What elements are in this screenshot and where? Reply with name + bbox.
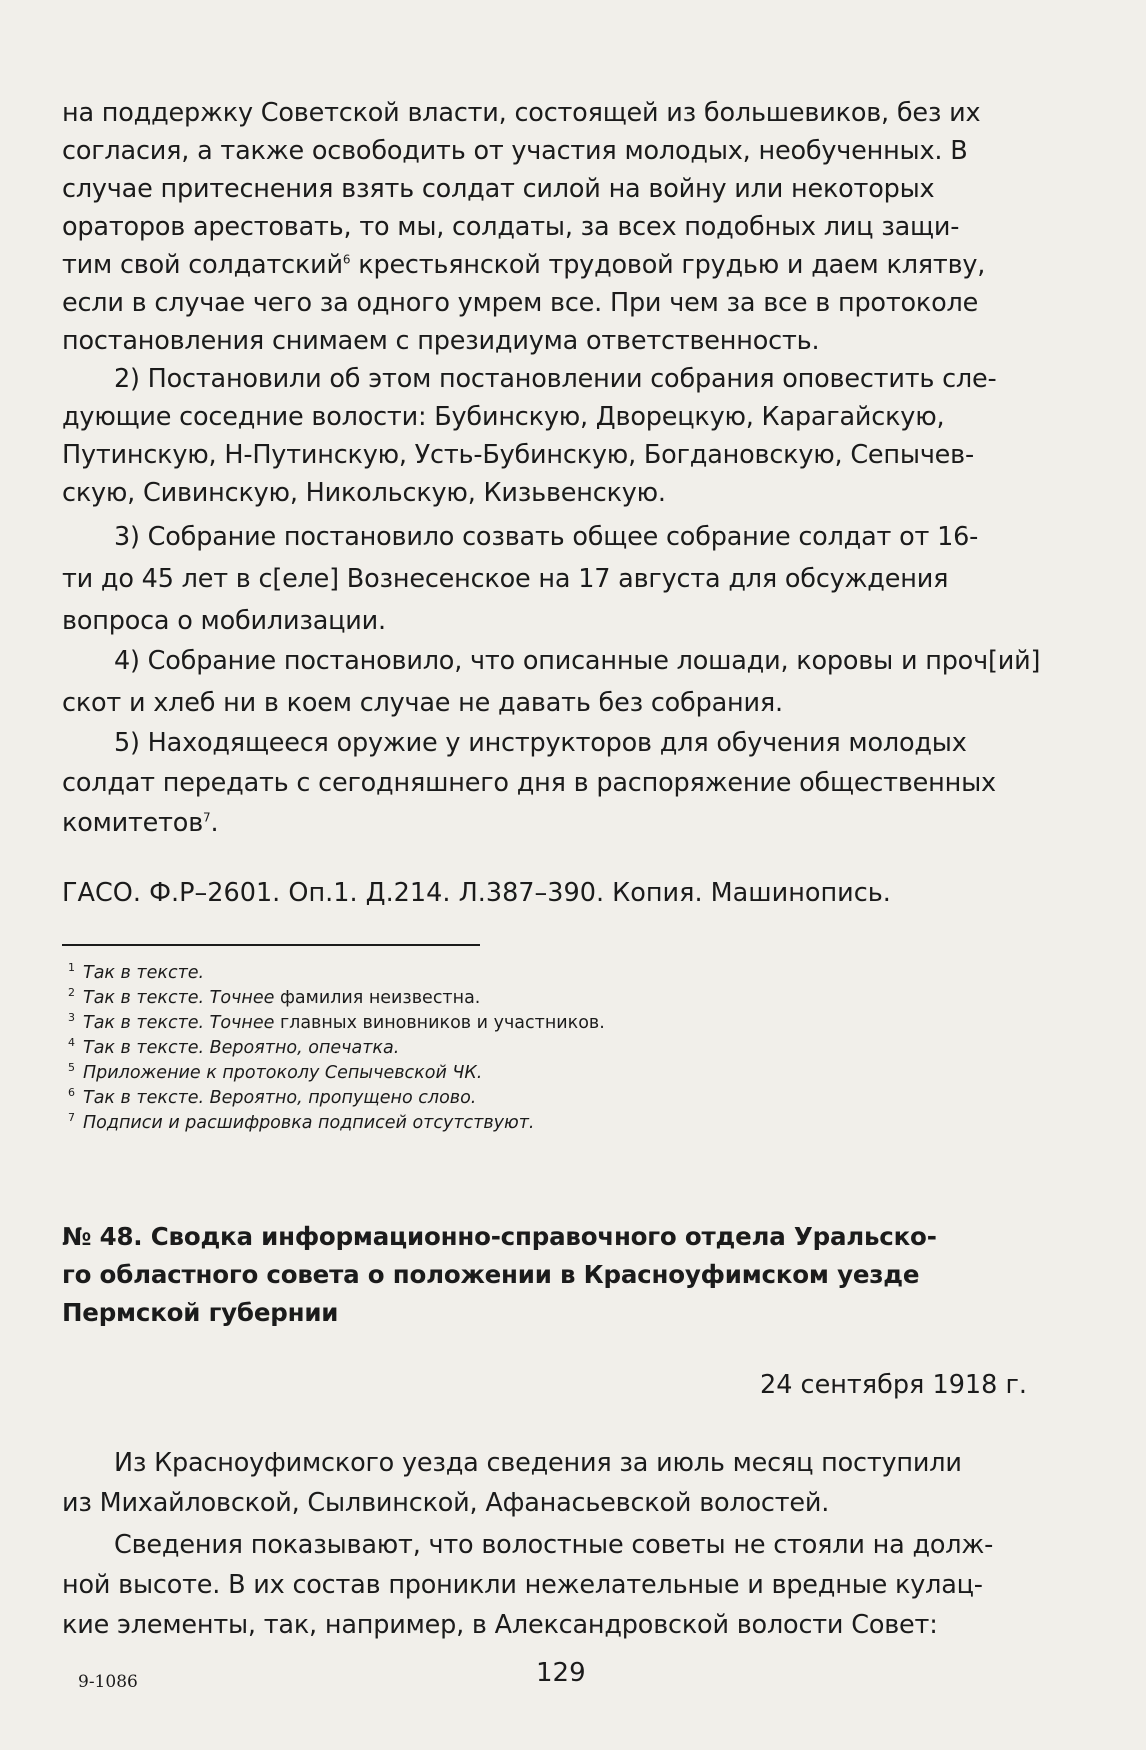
- printer-signature-mark: 9-1086: [78, 1672, 138, 1692]
- document-date: 24 сентября 1918 г.: [760, 1370, 1027, 1400]
- body-line: 4) Собрание постановило, что описанные лошади, коровы и проч[ий]: [114, 646, 1041, 676]
- footnote-number: 3: [68, 1011, 75, 1024]
- body-text: крестьянской трудовой грудью и даем клятву,: [358, 250, 986, 280]
- footnote-divider: [62, 944, 480, 946]
- archive-source-note: ГАСО. Ф.Р–2601. Оп.1. Д.214. Л.387–390. Копия. Машинопись.: [62, 878, 891, 908]
- footnote-italic: Так в тексте. Вероятно, опечатка.: [83, 1037, 400, 1058]
- footnote-number: 6: [68, 1086, 75, 1099]
- body-line: [62, 804, 218, 842]
- document-title-line: го областного совета о положении в Красноуфимском уезде: [62, 1260, 920, 1289]
- footnote-italic: Так в тексте. Точнее: [83, 987, 275, 1008]
- footnote-number: 2: [68, 986, 75, 999]
- document-title-line: Пермской губернии: [62, 1298, 339, 1327]
- footnote-number: 4: [68, 1036, 75, 1049]
- body-line: скую, Сивинскую, Никольскую, Кизьвенскую.: [62, 478, 666, 508]
- footnote-number: 5: [68, 1061, 75, 1074]
- body-text: тим свой солдатский: [62, 250, 343, 280]
- report-line: ной высоте. В их состав проникли нежелательные и вредные кулац-: [62, 1570, 983, 1600]
- body-line: солдат передать с сегодняшнего дня в распоряжение общественных: [62, 768, 996, 798]
- footnote-number: 7: [68, 1111, 75, 1124]
- footnote-italic: Подписи и расшифровка подписей отсутствуют.: [83, 1112, 535, 1133]
- body-line: ораторов арестовать, то мы, солдаты, за всех подобных лиц защи-: [62, 212, 960, 242]
- body-line: Путинскую, Н-Путинскую, Усть-Бубинскую, Богдановскую, Сепычев-: [62, 440, 975, 470]
- footnote-ref: 7: [203, 810, 211, 825]
- footnote-number: 1: [68, 961, 75, 974]
- footnote-italic: Так в тексте. Вероятно, пропущено слово.: [83, 1087, 477, 1108]
- body-line: скот и хлеб ни в коем случае не давать без собрания.: [62, 688, 783, 718]
- body-line: ти до 45 лет в с[еле] Вознесенское на 17 августа для обсуждения: [62, 564, 949, 594]
- body-line: случае притеснения взять солдат силой на войну или некоторых: [62, 174, 935, 204]
- footnote-text: фамилия неизвестна.: [274, 987, 481, 1008]
- body-line: постановления снимаем с президиума ответственность.: [62, 326, 820, 356]
- report-line: кие элементы, так, например, в Александровской волости Совет:: [62, 1610, 938, 1640]
- body-line: если в случае чего за одного умрем все. При чем за все в протоколе: [62, 288, 979, 318]
- footnote-ref: 6: [342, 252, 351, 267]
- footnote-italic: Приложение к протоколу Сепычевской ЧК.: [83, 1062, 483, 1083]
- report-line: Из Красноуфимского уезда сведения за июль месяц поступили: [114, 1448, 962, 1478]
- body-line: [62, 246, 985, 284]
- report-line: Сведения показывают, что волостные советы не стояли на долж-: [114, 1530, 994, 1560]
- body-text: комитетов: [62, 808, 204, 838]
- body-line: на поддержку Советской власти, состоящей из большевиков, без их: [62, 98, 981, 128]
- footnote-text: главных виновников и участников.: [274, 1012, 605, 1033]
- footnote-italic: Так в тексте. Точнее: [83, 1012, 275, 1033]
- footnote: [68, 1106, 535, 1135]
- document-title-line: № 48. Сводка информационно-справочного отдела Уральско-: [62, 1222, 937, 1251]
- body-line: дующие соседние волости: Бубинскую, Дворецкую, Карагайскую,: [62, 402, 945, 432]
- report-line: из Михайловской, Сылвинской, Афанасьевской волостей.: [62, 1488, 830, 1518]
- body-line: 2) Постановили об этом постановлении собрания оповестить сле-: [114, 364, 997, 394]
- body-line: вопроса о мобилизации.: [62, 606, 386, 636]
- body-line: согласия, а также освободить от участия молодых, необученных. В: [62, 136, 968, 166]
- footnote-italic: Так в тексте.: [83, 962, 205, 983]
- body-line: 5) Находящееся оружие у инструкторов для обучения молодых: [114, 728, 967, 758]
- page-number: 129: [536, 1658, 586, 1688]
- body-line: 3) Собрание постановило созвать общее собрание солдат от 16-: [114, 522, 979, 552]
- body-text: .: [210, 808, 219, 838]
